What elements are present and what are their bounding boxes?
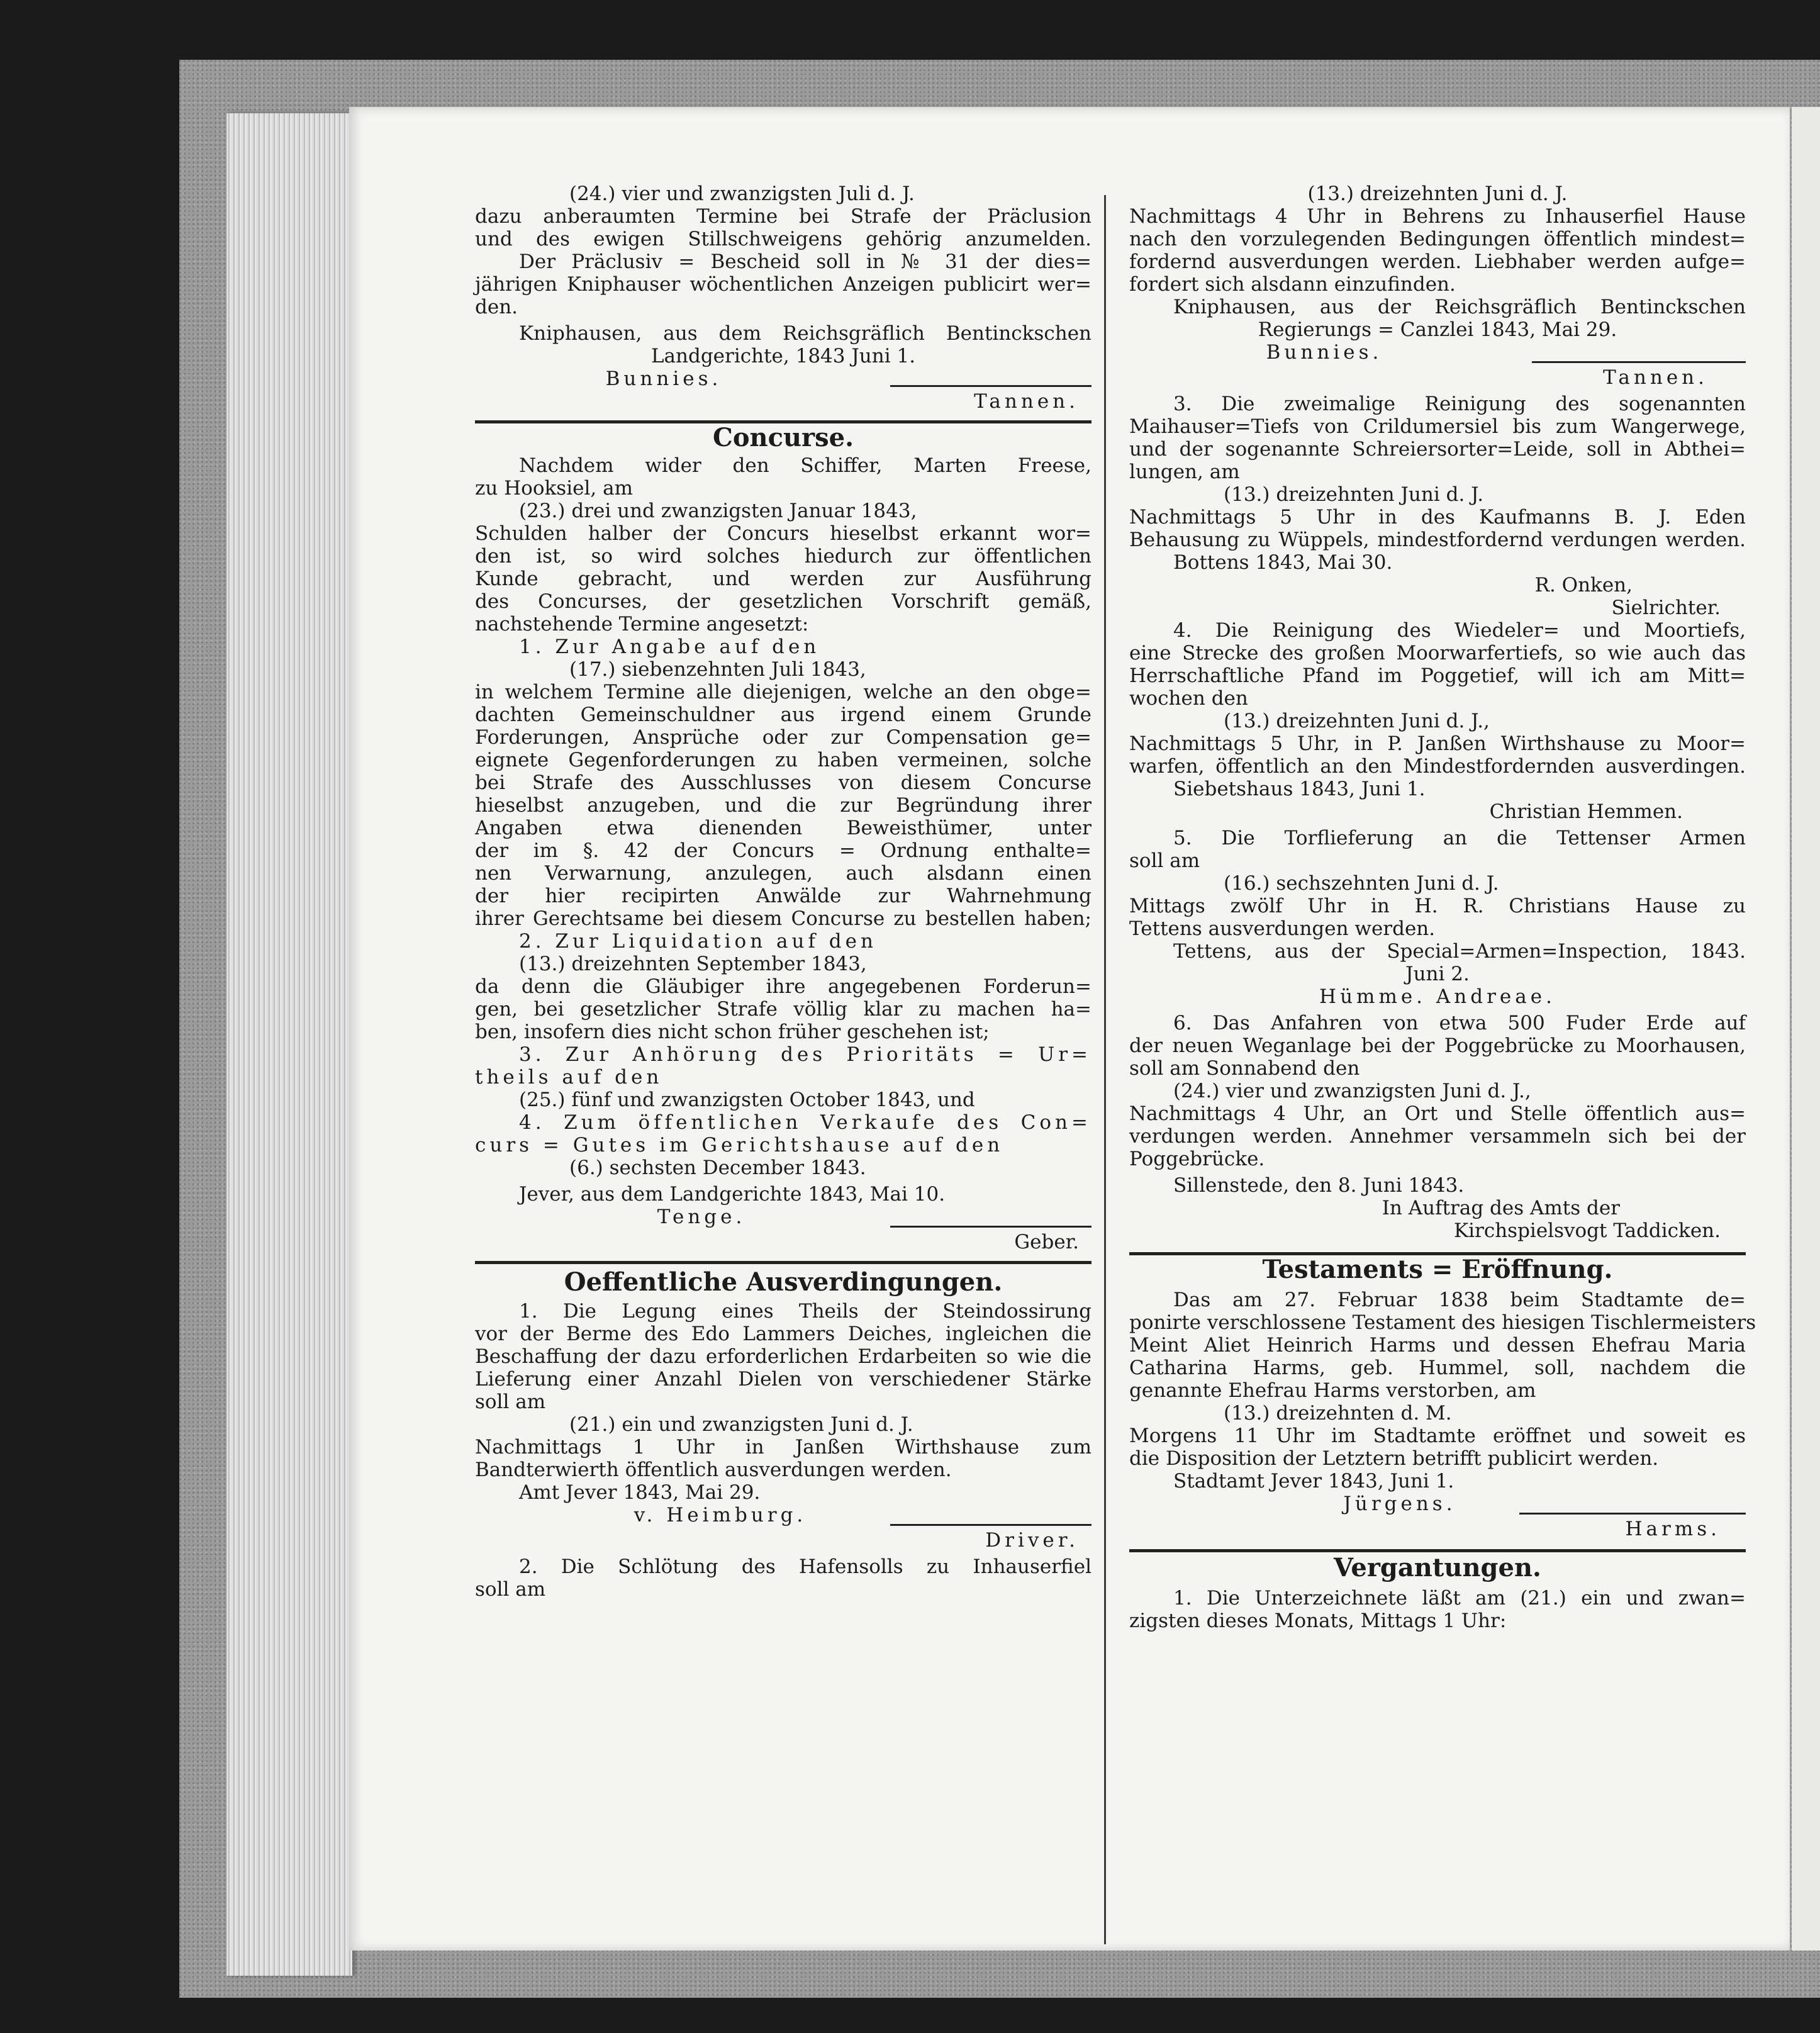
text-line: eignete Gegenforderungen zu haben vermeinen, solche (475, 749, 1091, 771)
text-line: 3. Zur Anhörung des Prioritäts = Ur= (519, 1043, 1091, 1066)
text-line: zu Hooksiel, am (475, 477, 633, 500)
text-line: Mittags zwölf Uhr in H. R. Christians Hause zu (1129, 895, 1746, 917)
text-line: Bandterwierth öffentlich ausverdungen werden. (475, 1459, 952, 1481)
text-line: die Disposition der Letztern betrifft publicirt werden. (1129, 1447, 1659, 1470)
text-line: genannte Ehefrau Harms verstorben, am (1129, 1379, 1536, 1402)
text-line: Nachdem wider den Schiffer, Marten Freese, (519, 454, 1091, 477)
text-line: Regierungs = Canzlei 1843, Mai 29. (1258, 318, 1617, 341)
text-line: 1. Zur Angabe auf den (519, 636, 820, 658)
text-line: der hier recipirten Anwälde zur Wahrnehmung (475, 885, 1091, 907)
text-line: Poggebrücke. (1129, 1148, 1265, 1170)
text-line: Nachmittags 4 Uhr, an Ort und Stelle öffentlich aus= (1129, 1102, 1746, 1125)
text-line: (13.) dreizehnten September 1843, (519, 953, 867, 975)
text-line: Kniphausen, aus dem Reichsgräflich Bentinckschen (519, 322, 1091, 345)
text-line: Stadtamt Jever 1843, Juni 1. (1173, 1470, 1454, 1493)
signature: Geber. (1014, 1231, 1079, 1253)
section-rule (1129, 1549, 1746, 1552)
text-line: Juni 2. (1405, 963, 1470, 985)
text-line: curs = Gutes im Gerichtshause auf den (475, 1134, 1004, 1157)
text-line: Sillenstede, den 8. Juni 1843. (1173, 1174, 1465, 1197)
section-heading: Oeffentliche Ausverdingungen. (564, 1267, 1003, 1297)
text-line: ben, insofern dies nicht schon früher geschehen ist; (475, 1021, 990, 1043)
next-page-edge (1792, 107, 1820, 1951)
text-line: 1. Die Unterzeichnete läßt am (21.) ein und zwan= (1173, 1587, 1746, 1610)
signature: Hümme. Andreae. (1319, 985, 1556, 1008)
signature-rule (1532, 361, 1746, 363)
text-line: da denn die Gläubiger ihre angegebenen Forderun= (475, 975, 1091, 998)
text-line: soll am Sonnabend den (1129, 1057, 1360, 1080)
text-line: Maihauser=Tiefs von Crildumersiel bis zum Wangerwege, (1129, 415, 1746, 438)
text-line: verdungen werden. Annehmer versammeln sich bei der (1129, 1125, 1746, 1148)
signature-rule (1519, 1513, 1746, 1515)
text-line: Das am 27. Februar 1838 beim Stadtamte de= (1173, 1289, 1746, 1311)
text-line: dazu anberaumten Termine bei Strafe der Präclusion (475, 205, 1091, 228)
text-line: Siebetshaus 1843, Juni 1. (1173, 778, 1426, 800)
text-line: nen Verwarnung, anzulegen, auch alsdann einen (475, 862, 1091, 885)
text-line: Beschaffung der dazu erforderlichen Erdarbeiten so wie die (475, 1345, 1091, 1368)
text-line: Catharina Harms, geb. Hummel, soll, nachdem die (1129, 1357, 1746, 1379)
newspaper-page (349, 107, 1790, 1951)
text-line: hieselbst anzugeben, und die zur Begründung ihrer (475, 794, 1091, 817)
text-line: Lieferung einer Anzahl Dielen von verschiedener Stärke (475, 1368, 1091, 1391)
section-rule (475, 1261, 1091, 1264)
signature-rule (890, 1226, 1091, 1228)
text-line: zigsten dieses Monats, Mittags 1 Uhr: (1129, 1610, 1507, 1632)
text-line: theils auf den (475, 1066, 663, 1089)
text-line: Meint Aliet Heinrich Harms und dessen Ehefrau Maria (1129, 1334, 1746, 1357)
text-line: eine Strecke des großen Moorwarfertiefs, so wie auch das (1129, 642, 1746, 664)
text-line: ihrer Gerechtsame bei diesem Concurse zu bestellen haben; (475, 907, 1091, 930)
text-line: Bottens 1843, Mai 30. (1173, 551, 1393, 574)
text-line: Der Präclusiv = Bescheid soll in № 31 der dies= (519, 250, 1091, 273)
text-line: Nachmittags 4 Uhr in Behrens zu Inhauserfiel Hause (1129, 205, 1746, 228)
signature: Bunnies. (1266, 341, 1383, 364)
signature: Sielrichter. (1611, 596, 1721, 619)
page-edges (226, 113, 352, 1976)
text-line: ponirte verschlossene Testament des hiesigen Tischlermeisters (1129, 1311, 1756, 1334)
text-line: (25.) fünf und zwanzigsten October 1843, und (519, 1089, 975, 1111)
text-line: soll am (1129, 849, 1200, 872)
text-line: und des ewigen Stillschweigens gehörig anzumelden. (475, 228, 1091, 250)
signature: In Auftrag des Amts der (1382, 1197, 1620, 1219)
text-line: Kniphausen, aus der Reichsgräflich Bentinckschen (1173, 296, 1746, 318)
text-line: Landgerichte, 1843 Juni 1. (650, 345, 916, 367)
text-line: soll am (475, 1578, 546, 1601)
text-line: Schulden halber der Concurs hieselbst erkannt wor= (475, 522, 1091, 545)
text-line: (21.) ein und zwanzigsten Juni d. J. (569, 1413, 913, 1436)
text-line: in welchem Termine alle diejenigen, welche an den obge= (475, 681, 1091, 703)
text-line: den. (475, 296, 518, 318)
text-line: nachstehende Termine angesetzt: (475, 613, 809, 636)
text-line: (24.) vier und zwanzigsten Juli d. J. (569, 182, 915, 205)
text-line: 3. Die zweimalige Reinigung des sogenannten (1173, 393, 1746, 415)
text-line: der im §. 42 der Concurs = Ordnung enthalte= (475, 839, 1091, 862)
text-line: (13.) dreizehnten d. M. (1224, 1402, 1452, 1425)
text-line: des Concurses, der gesetzlichen Vorschrift gemäß, (475, 590, 1091, 613)
text-line: 4. Zum öffentlichen Verkaufe des Con= (519, 1111, 1091, 1134)
signature-rule (890, 385, 1091, 387)
text-line: (6.) sechsten December 1843. (569, 1157, 866, 1179)
text-line: Nachmittags 1 Uhr in Janßen Wirthshause zum (475, 1436, 1091, 1459)
text-line: der neuen Weganlage bei der Poggebrücke zu Moorhausen, (1129, 1034, 1746, 1057)
text-line: soll am (475, 1391, 546, 1413)
signature: Harms. (1625, 1518, 1721, 1540)
text-line: 2. Die Schlötung des Hafensolls zu Inhauserfiel (519, 1555, 1091, 1578)
text-line: den ist, so wird solches hiedurch zur öffentlichen (475, 545, 1091, 568)
text-line: lungen, am (1129, 461, 1240, 483)
section-heading: Testaments = Eröffnung. (1262, 1255, 1613, 1284)
text-line: Amt Jever 1843, Mai 29. (519, 1481, 761, 1504)
signature: Tenge. (657, 1206, 746, 1228)
text-line: 4. Die Reinigung des Wiedeler= und Moortiefs, (1173, 619, 1746, 642)
text-line: 5. Die Torflieferung an die Tettenser Armen (1173, 827, 1746, 849)
signature-rule (890, 1524, 1091, 1526)
signature: Tannen. (1603, 366, 1708, 389)
text-line: 6. Das Anfahren von etwa 500 Fuder Erde auf (1173, 1012, 1746, 1034)
text-line: Jever, aus dem Landgerichte 1843, Mai 10. (519, 1183, 946, 1206)
signature: Jürgens. (1343, 1493, 1456, 1515)
text-line: Morgens 11 Uhr im Stadtamte eröffnet und soweit es (1129, 1425, 1746, 1447)
text-line: Nachmittags 5 Uhr in des Kaufmanns B. J. Eden (1129, 506, 1746, 529)
text-line: fordernd ausverdungen werden. Liebhaber werden aufge= (1129, 250, 1746, 273)
text-line: gen, bei gesetzlicher Strafe völlig klar zu machen ha= (475, 998, 1091, 1021)
text-line: wochen den (1129, 687, 1248, 710)
text-line: 2. Zur Liquidation auf den (519, 930, 877, 953)
signature: Bunnies. (605, 367, 722, 390)
text-line: Tettens, aus der Special=Armen=Inspection, 1843. (1173, 940, 1746, 963)
text-line: (13.) dreizehnten Juni d. J., (1224, 710, 1490, 732)
text-line: warfen, öffentlich an den Mindestfordernden ausverdingen. (1129, 755, 1746, 778)
text-line: Behausung zu Wüppels, mindestfordernd verdungen werden. (1129, 529, 1746, 551)
text-line: Nachmittags 5 Uhr, in P. Janßen Wirthshause zu Moor= (1129, 732, 1746, 755)
text-line: Tettens ausverdungen werden. (1129, 917, 1436, 940)
signature: Kirchspielsvogt Taddicken. (1453, 1219, 1721, 1242)
text-line: (23.) drei und zwanzigsten Januar 1843, (519, 500, 917, 522)
text-line: nach den vorzulegenden Bedingungen öffentlich mindest= (1129, 228, 1746, 250)
text-line: vor der Berme des Edo Lammers Deiches, ingleichen die (475, 1323, 1091, 1345)
text-line: bei Strafe des Ausschlusses von diesem Concurse (475, 771, 1091, 794)
signature: Tannen. (974, 390, 1079, 413)
text-line: (24.) vier und zwanzigsten Juni d. J., (1173, 1080, 1531, 1102)
text-line: (13.) dreizehnten Juni d. J. (1224, 483, 1484, 506)
signature: R. Onken, (1534, 574, 1633, 596)
text-line: Angaben etwa dienenden Beweisthümer, unter (475, 817, 1091, 839)
text-line: 1. Die Legung eines Theils der Steindossirung (519, 1300, 1091, 1323)
text-line: jährigen Kniphauser wöchentlichen Anzeigen publicirt wer= (475, 273, 1091, 296)
section-heading: Concurse. (712, 423, 854, 452)
text-line: (13.) dreizehnten Juni d. J. (1307, 182, 1568, 205)
text-line: Herrschaftliche Pfand im Poggetief, will ich am Mitt= (1129, 664, 1746, 687)
section-heading: Vergantungen. (1334, 1553, 1541, 1582)
signature: Driver. (985, 1529, 1079, 1552)
signature: Christian Hemmen. (1489, 800, 1683, 823)
column-divider (1104, 195, 1106, 1944)
text-line: (17.) siebenzehnten Juli 1843, (569, 658, 866, 681)
text-line: Forderungen, Ansprüche oder zur Compensation ge= (475, 726, 1091, 749)
text-line: fordert sich alsdann einzufinden. (1129, 273, 1456, 296)
text-line: und der sogenannte Schreiersorter=Leide, soll in Abthei= (1129, 438, 1746, 461)
text-line: (16.) sechszehnten Juni d. J. (1224, 872, 1499, 895)
signature: v. Heimburg. (634, 1504, 807, 1526)
text-line: dachten Gemeinschuldner aus irgend einem Grunde (475, 703, 1091, 726)
text-line: Kunde gebracht, und werden zur Ausführung (475, 568, 1091, 590)
